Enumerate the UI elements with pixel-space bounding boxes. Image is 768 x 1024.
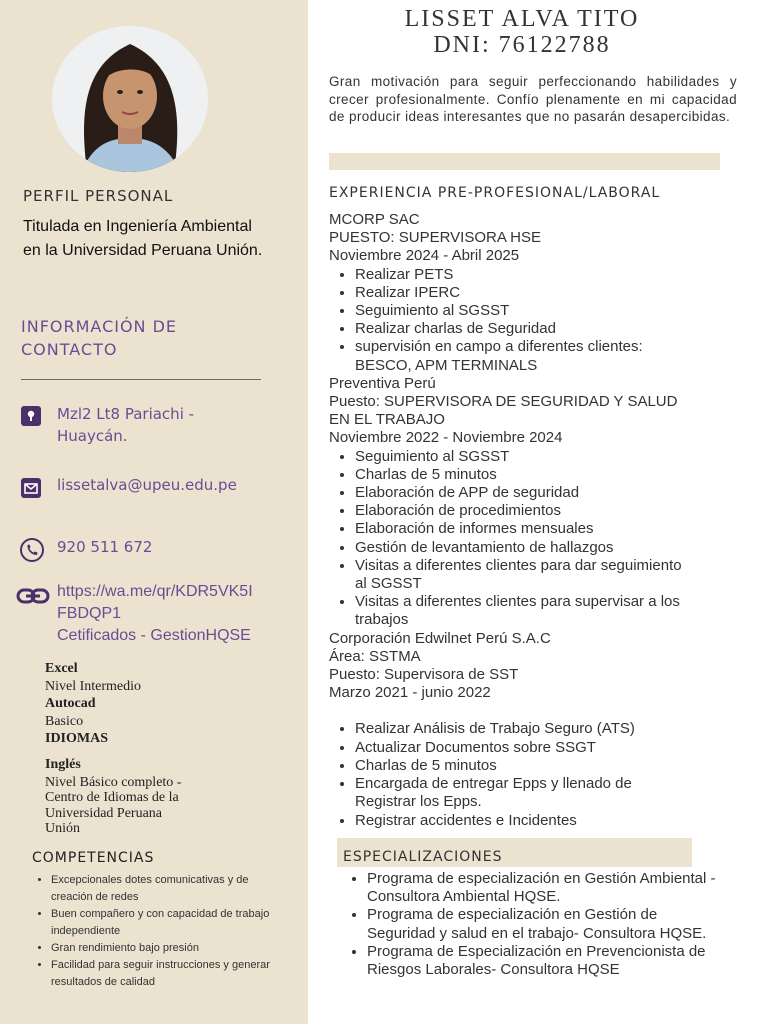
specialization-item: [367, 870, 747, 906]
phone-icon: [19, 537, 45, 563]
language-line: Universidad Peruana: [45, 805, 163, 821]
language-line: Nivel Básico completo -: [45, 774, 182, 790]
experience-list: [329, 211, 749, 830]
job-task: [355, 539, 749, 557]
job-spacer: [329, 702, 749, 720]
job-task-text: Realizar PETS: [355, 265, 454, 283]
specialization-item-text: Consultora Ambiental HQSE.: [367, 888, 561, 906]
skill-heading: Excel: [45, 661, 78, 676]
job-task-text: Actualizar Documentos sobre SSGT: [355, 738, 596, 756]
contact-address: Mzl2 Lt8 Pariachi - Huaycán.: [57, 405, 195, 445]
language-line: Centro de Idiomas de la: [45, 790, 179, 805]
job-task-text: Elaboración de APP de seguridad: [355, 484, 580, 502]
profile-photo: [52, 26, 208, 172]
job-task: [355, 502, 749, 520]
skill-level: Nivel Intermedio: [45, 678, 142, 694]
job-line: Área: SSTMA: [329, 647, 421, 665]
skill-heading: Autocad: [45, 696, 96, 711]
skill-level: Basico: [45, 713, 84, 729]
job-line: EN EL TRABAJO: [329, 411, 445, 429]
job-line: Marzo 2021 - junio 2022: [329, 684, 491, 702]
job-task-text: Encargada de entregar Epps y llenado de: [355, 775, 632, 793]
job-task-text: Realizar IPERC: [355, 283, 461, 301]
job-task: [355, 466, 749, 484]
specialization-item-text: Seguridad y salud en el trabajo- Consultora HQSE.: [367, 924, 707, 942]
job-line: Puesto: SUPERVISORA DE SEGURIDAD Y SALUD: [329, 393, 678, 411]
job-task: [355, 520, 749, 538]
skill-heading: IDIOMAS: [45, 731, 109, 746]
job-tasks: [329, 720, 749, 829]
experience-title: EXPERIENCIA PRE-PROFESIONAL/LABORAL: [329, 185, 661, 201]
job-task-text: Realizar Análisis de Trabajo Seguro (ATS): [355, 720, 635, 738]
full-name: LISSET ALVA TITO: [404, 6, 640, 32]
job-task-text: Elaboración de informes mensuales: [355, 520, 594, 538]
job-task-text: Gestión de levantamiento de hallazgos: [355, 538, 614, 556]
whatsapp-link-continued[interactable]: FBDQP1: [57, 605, 122, 622]
job-task: [355, 720, 749, 738]
job-tasks: [329, 448, 749, 630]
competency-item-text: Gran rendimiento bajo presión: [51, 942, 199, 954]
header: [308, 6, 736, 58]
job-task: [355, 775, 749, 811]
contact-divider: [21, 379, 261, 380]
language-block: [45, 757, 181, 837]
job-line: Preventiva Perú: [329, 374, 436, 392]
competency-item-text: Excepcionales dotes comunicativas y de: [51, 874, 249, 886]
job-task: [355, 338, 749, 374]
job-task-text: Registrar los Epps.: [355, 793, 482, 811]
job-task-text: Charlas de 5 minutos: [355, 465, 497, 483]
competency-item-text: creación de redes: [51, 891, 139, 903]
competency-item-text: Facilidad para seguir instrucciones y generar: [51, 959, 270, 971]
contact-phone[interactable]: 920 511 672: [57, 538, 153, 556]
job-task: [355, 739, 749, 757]
job-line: Noviembre 2022 - Noviembre 2024: [329, 429, 563, 447]
job-task-text: trabajos: [355, 611, 409, 629]
job-task: [355, 320, 749, 338]
competency-item-text: Buen compañero y con capacidad de trabajo: [51, 908, 270, 920]
competencies-list: [37, 872, 311, 991]
contact-title: INFORMACIÓN DE CONTACTO: [21, 317, 178, 359]
competency-item: [51, 872, 311, 906]
contact-links: [57, 581, 253, 647]
job-task-text: supervisión en campo a diferentes clientes:: [355, 338, 643, 356]
job-task-text: Charlas de 5 minutos: [355, 756, 497, 774]
job-task: [355, 484, 749, 502]
whatsapp-link[interactable]: https://wa.me/qr/KDR5VK5I: [57, 583, 253, 600]
competency-item: [51, 957, 311, 991]
job-task: [355, 812, 749, 830]
specialization-item: [367, 906, 747, 942]
specialization-item-text: Programa de especialización en Gestión Ambiental -: [367, 870, 716, 887]
email-icon: [21, 478, 41, 498]
job-task: [355, 593, 749, 629]
job-tasks: [329, 266, 749, 375]
job-task-text: Seguimiento al SGSST: [355, 302, 510, 320]
job-task: [355, 757, 749, 775]
competency-item: [51, 906, 311, 940]
specializations-list: [353, 870, 747, 979]
profile-title: PERFIL PERSONAL: [23, 187, 174, 205]
job-task-text: Visitas a diferentes clientes para supervisar a los: [355, 593, 680, 611]
job-line: MCORP SAC: [329, 211, 420, 228]
job-task: [355, 302, 749, 320]
contact-email[interactable]: lissetalva@upeu.edu.pe: [57, 476, 237, 494]
specialization-item: [367, 943, 747, 979]
specialization-item-text: Riesgos Laborales- Consultora HQSE: [367, 961, 620, 979]
job-task-text: al SGSST: [355, 575, 422, 593]
specialization-item-text: Programa de Especialización en Prevencionista de: [367, 942, 706, 960]
sidebar: [0, 0, 308, 1024]
job-task: [355, 266, 749, 284]
dni: DNI: 76122788: [433, 32, 611, 58]
decorative-band: [329, 153, 720, 170]
language-line: Unión: [45, 821, 80, 836]
certificates-link[interactable]: Cetificados - GestionHQSE: [57, 627, 251, 644]
job-task-text: Realizar charlas de Seguridad: [355, 320, 556, 338]
language-title: Inglés: [45, 757, 81, 772]
competency-item-text: resultados de calidad: [51, 976, 155, 988]
summary: Gran motivación para seguir perfeccionando habilidades y crecer profesionalmente. Confío plenamente en mi capacidad de producir ideas interesantes que no pasarán desapercibidas.: [329, 74, 737, 124]
job-task-text: Seguimiento al SGSST: [355, 447, 510, 465]
job-entry: [329, 630, 749, 830]
job-task-text: BESCO, APM TERMINALS: [355, 356, 538, 374]
job-task: [355, 448, 749, 466]
job-line: PUESTO: SUPERVISORA HSE: [329, 229, 542, 247]
job-task: [355, 557, 749, 593]
job-task-text: Visitas a diferentes clientes para dar seguimiento: [355, 556, 682, 574]
job-task-text: Elaboración de procedimientos: [355, 502, 561, 520]
job-entry: [329, 211, 749, 375]
job-task-text: Registrar accidentes e Incidentes: [355, 811, 577, 829]
link-icon: [16, 586, 50, 606]
location-pin-icon: [21, 406, 41, 426]
competency-item: [51, 940, 311, 957]
job-line: Puesto: Supervisora de SST: [329, 666, 519, 684]
competency-item-text: independiente: [51, 925, 121, 937]
job-line: Corporación Edwilnet Perú S.A.C: [329, 629, 551, 647]
job-line: Noviembre 2024 - Abril 2025: [329, 247, 520, 265]
specializations-title: ESPECIALIZACIONES: [343, 849, 503, 865]
specialization-item-text: Programa de especialización en Gestión de: [367, 906, 658, 924]
job-entry: [329, 375, 749, 630]
profile-description: Titulada en Ingeniería Ambiental en la Universidad Peruana Unión.: [23, 218, 263, 259]
job-task: [355, 284, 749, 302]
skills-list: [45, 660, 141, 748]
competencies-title: COMPETENCIAS: [32, 850, 155, 866]
main-content: [308, 0, 768, 1024]
